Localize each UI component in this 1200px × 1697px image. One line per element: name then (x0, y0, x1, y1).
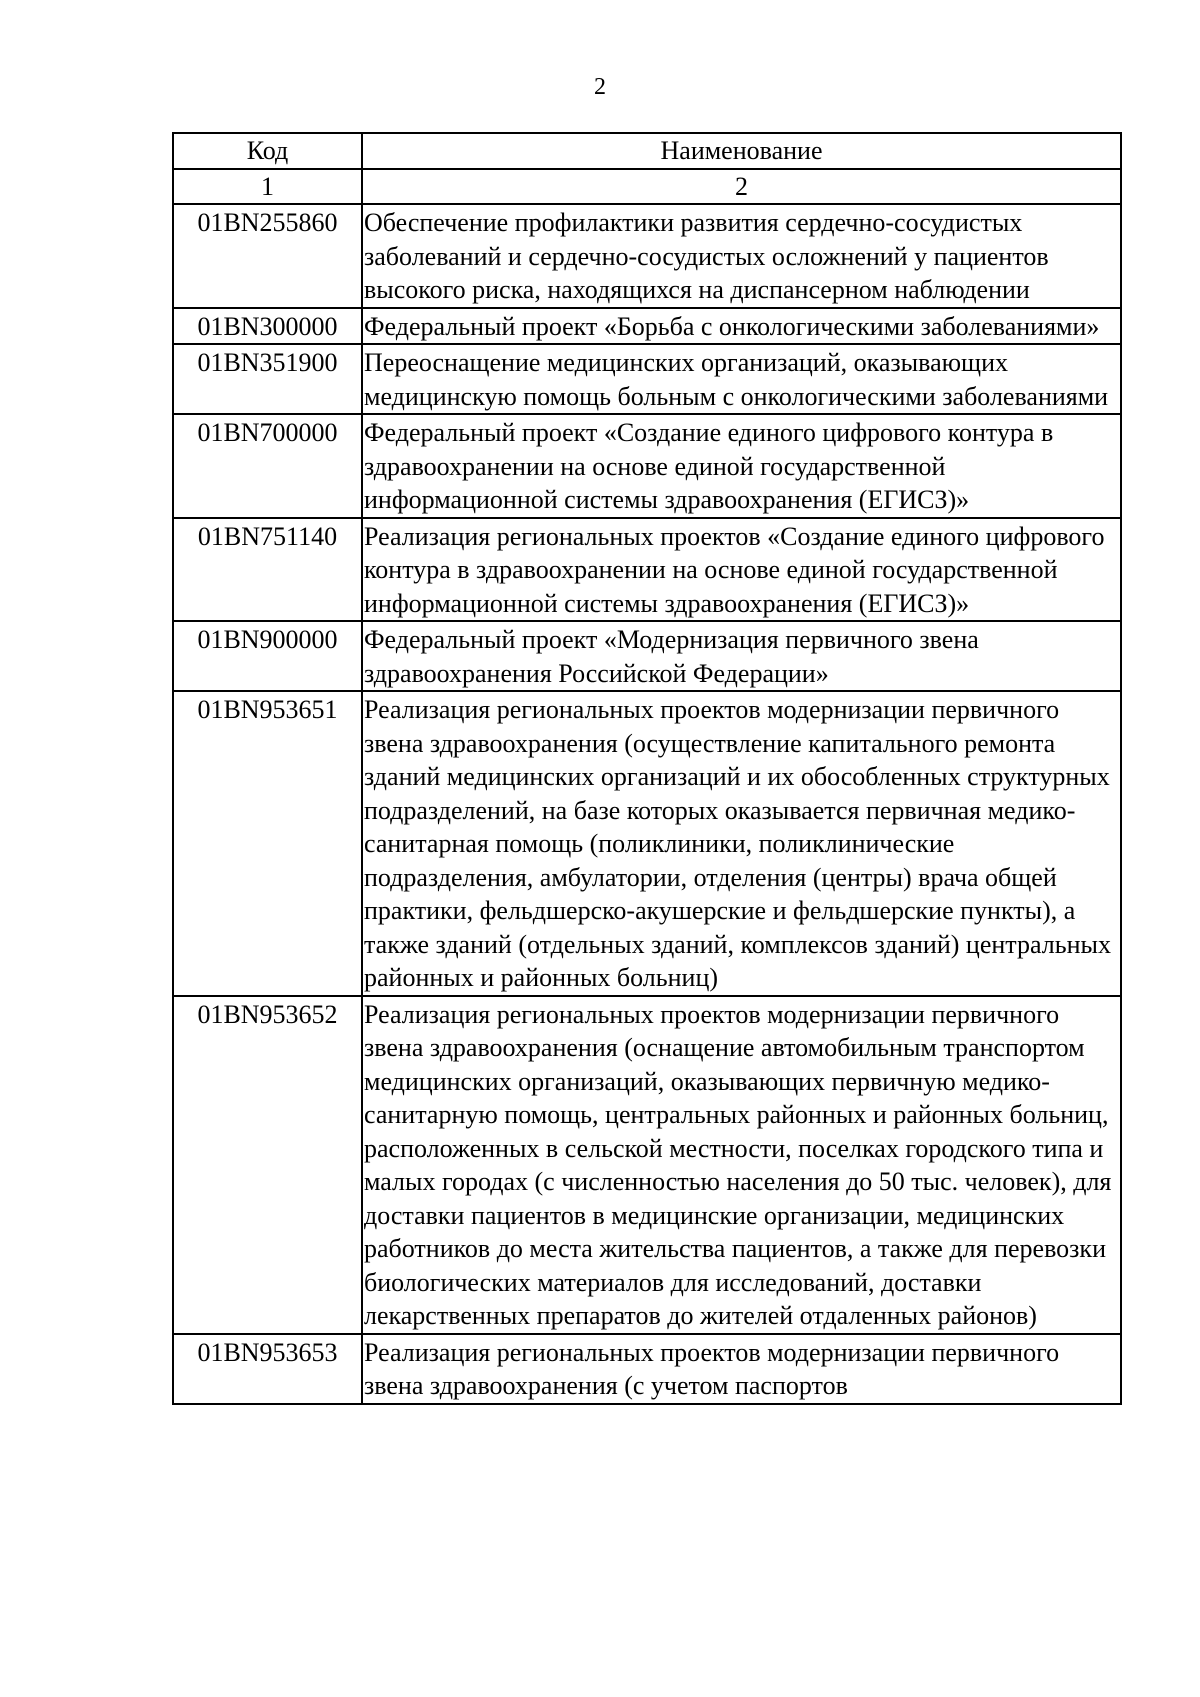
header-name: Наименование (362, 133, 1121, 169)
row-code: 01BN751140 (173, 518, 362, 622)
row-name: Обеспечение профилактики развития сердечно-сосудистых заболеваний и сердечно-сосудистых осложнений у пациентов высокого риска, находящихся на диспансерном наблюдении (362, 204, 1121, 308)
table-row (173, 344, 1121, 414)
column-number-1: 1 (173, 169, 362, 205)
table-row (173, 414, 1121, 518)
table-row (173, 204, 1121, 308)
row-code: 01BN953652 (173, 996, 362, 1334)
row-code: 01BN351900 (173, 344, 362, 414)
row-name: Реализация региональных проектов модернизации первичного звена здравоохранения (оснащение автомобильным транспортом медицинских организаций, оказывающих первичную медико-санитарную помощь, центральных районных и районных больниц, расположенных в сельской местности, поселках городского типа и малых городах (с численностью населения до 50 тыс. человек), для доставки пациентов в медицинские организации, медицинских работников до места жительства пациентов, а также для перевозки биологических материалов для исследований, доставки лекарственных препаратов до жителей отдаленных районов) (362, 996, 1121, 1334)
table-row (173, 996, 1121, 1334)
row-code: 01BN300000 (173, 308, 362, 345)
page-number: 2 (594, 74, 606, 100)
header-row (173, 133, 1121, 169)
table-row (173, 308, 1121, 345)
header-code: Код (173, 133, 362, 169)
code-table (172, 132, 1122, 1405)
row-name: Реализация региональных проектов модернизации первичного звена здравоохранения (осуществление капитального ремонта зданий медицинских организаций и их обособленных структурных подразделений, на базе которых оказывается первичная медико-санитарная помощь (поликлиники, поликлинические подразделения, амбулатории, отделения (центры) врача общей практики, фельдшерско-акушерские и фельдшерские пункты), а также зданий (отдельных зданий, комплексов зданий) центральных районных и районных больниц) (362, 691, 1121, 996)
row-name: Переоснащение медицинских организаций, оказывающих медицинскую помощь больным с онкологическими заболеваниями (362, 344, 1121, 414)
row-name: Федеральный проект «Создание единого цифрового контура в здравоохранении на основе единой государственной информационной системы здравоохранения (ЕГИСЗ)» (362, 414, 1121, 518)
table-row (173, 1334, 1121, 1404)
row-code: 01BN953651 (173, 691, 362, 996)
row-code: 01BN700000 (173, 414, 362, 518)
row-name: Реализация региональных проектов «Создание единого цифрового контура в здравоохранении на основе единой государственной информационной системы здравоохранения (ЕГИСЗ)» (362, 518, 1121, 622)
row-name: Федеральный проект «Модернизация первичного звена здравоохранения Российской Федерации» (362, 621, 1121, 691)
table-row (173, 621, 1121, 691)
column-number-row (173, 169, 1121, 205)
row-code: 01BN900000 (173, 621, 362, 691)
column-number-2: 2 (362, 169, 1121, 205)
row-name: Реализация региональных проектов модернизации первичного звена здравоохранения (с учетом паспортов (362, 1334, 1121, 1404)
row-name: Федеральный проект «Борьба с онкологическими заболеваниями» (362, 308, 1121, 345)
row-code: 01BN255860 (173, 204, 362, 308)
row-code: 01BN953653 (173, 1334, 362, 1404)
table-row (173, 518, 1121, 622)
table-row (173, 691, 1121, 996)
